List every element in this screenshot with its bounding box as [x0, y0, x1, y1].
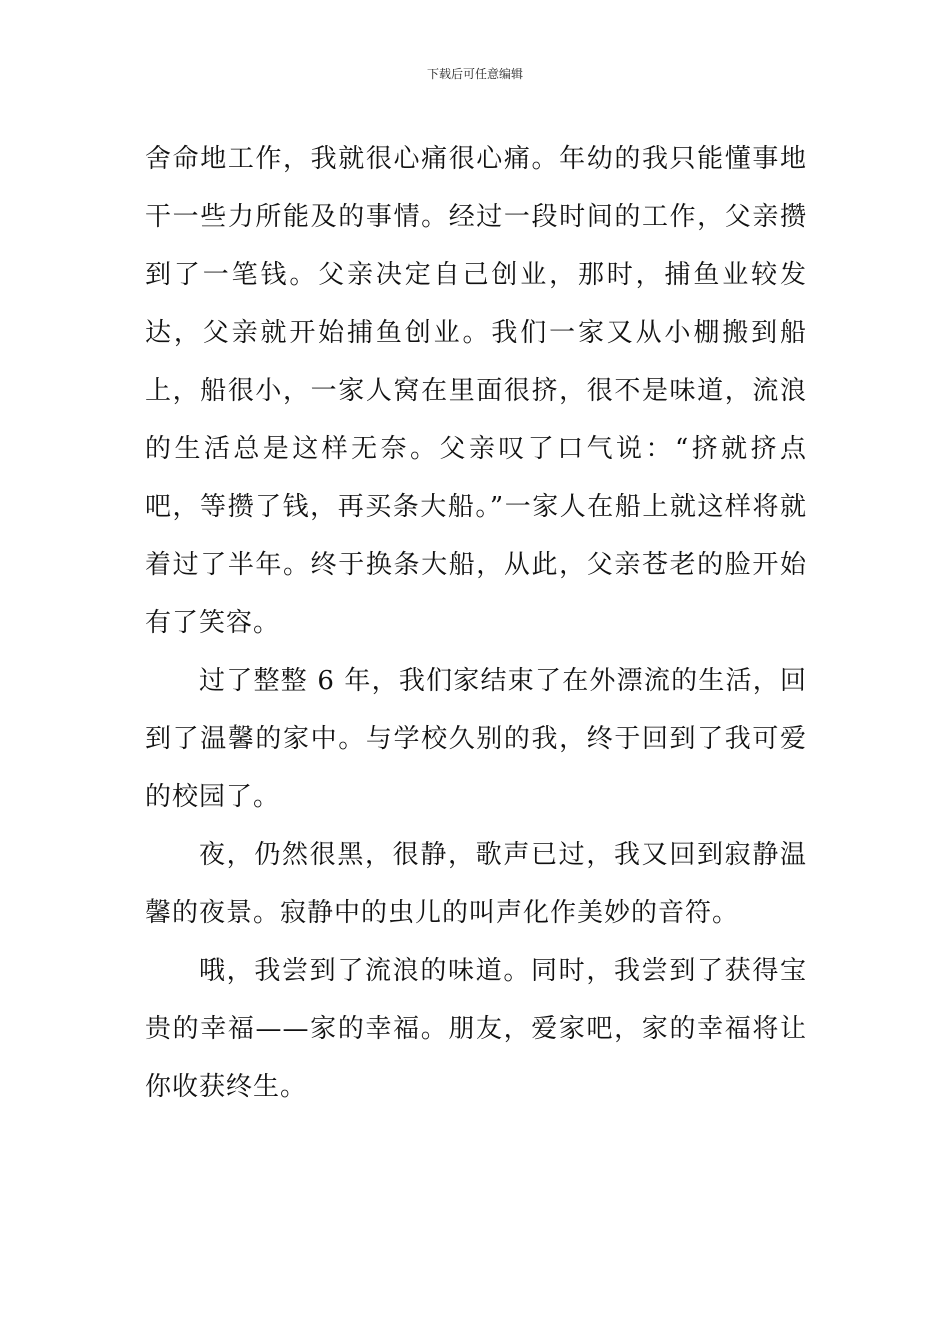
document-body	[145, 130, 807, 1116]
paragraph-3: 夜，仍然很黑，很静，歌声已过，我又回到寂静温馨的夜景。寂静中的虫儿的叫声化作美妙的音符。	[145, 840, 807, 928]
page-header-note: 下载后可任意编辑	[426, 67, 523, 81]
paragraph-1: 舍命地工作，我就很心痛很心痛。年幼的我只能懂事地干一些力所能及的事情。经过一段时间的工作，父亲攒到了一笔钱。父亲决定自己创业，那时，捕鱼业较发达，父亲就开始捕鱼创业。我们一家又从小棚搬到船上，船很小，一家人窝在里面很挤，很不是味道，流浪的生活总是这样无奈。父亲叹了口气说：“挤就挤点吧，等攒了钱，再买条大船。”一家人在船上就这样将就着过了半年。终于换条大船，从此，父亲苍老的脸开始有了笑容。	[145, 144, 807, 638]
paragraph-2: 过了整整 6 年，我们家结束了在外漂流的生活，回到了温馨的家中。与学校久别的我，终于回到了我可爱的校园了。	[145, 666, 807, 812]
paragraph-4: 哦，我尝到了流浪的味道。同时，我尝到了获得宝贵的幸福——家的幸福。朋友，爱家吧，家的幸福将让你收获终生。	[145, 956, 807, 1102]
